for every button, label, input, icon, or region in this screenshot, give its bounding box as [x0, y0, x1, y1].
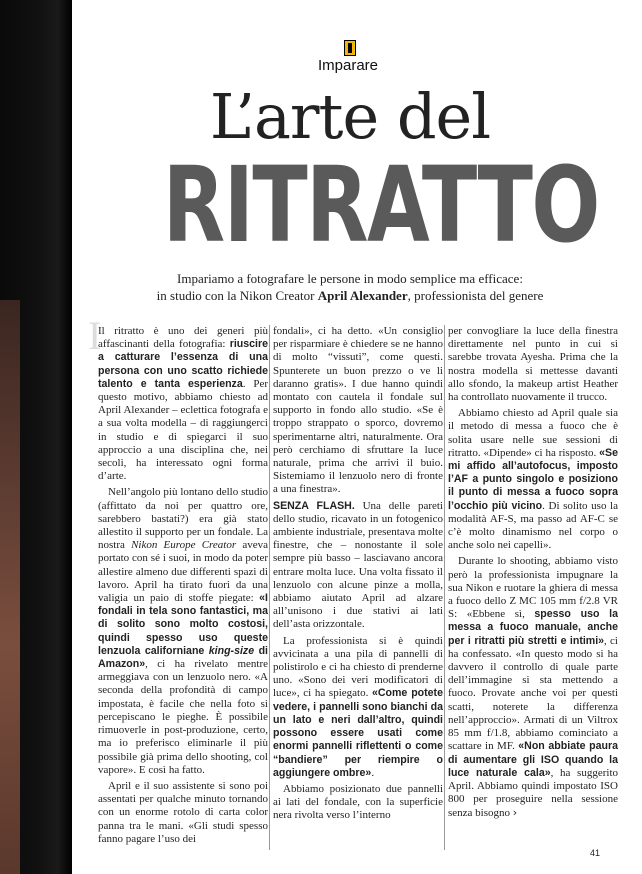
subtitle-highlight: April Alexander [317, 288, 408, 303]
bold-run: spesso uso la messa a fuoco manuale, anche per i ritratti più stretti e intimi» [448, 608, 618, 647]
paragraph [273, 500, 443, 632]
paragraph [448, 407, 618, 552]
paragraph: Abbiamo posizionato due pannelli ai lati del fondale, con la superficie nera rivolta verso l’interno [273, 782, 443, 822]
paragraph: fondali», ci ha detto. «Un consiglio per risparmiare è chiedere se ne hanno di molto “vissuti”, come questi. Spunterete un buon prezzo o ve li daranno gratis». I due hanno quindi montato con cautela il fondale sul supporto in fondo allo studio. «Se è troppo strappato o sporco, dovremo sperimentarne altri, naturalmente. Ora però cerchiamo di sfruttare la luce naturale, prima che arrivi il buio. Sistemiamo il lenzuolo nero di fronte a una finestra». [273, 325, 443, 496]
title-line-1: L’arte del [209, 80, 491, 153]
column-rule-1 [269, 325, 270, 850]
portrait-skin-area [0, 300, 20, 874]
paragraph [273, 635, 443, 780]
portrait-photo-strip [0, 0, 72, 874]
text-run: aveva portato con sé i suoi, in modo da poter allestire almeno due differenti spazi di lavoro. April ha tirato fuori da una valigia un paio di stoffe piegate: [98, 539, 268, 605]
column-rule-2 [444, 325, 445, 850]
text-run: Durante lo shooting, abbiamo visto però la professionista impugnare la sua Nikon e ruotare la ghiera di messa a fuoco dello Z MC 105 mm f/2.8 VR S: «Ebbene sì, [448, 555, 618, 621]
article-column-1 [98, 325, 268, 850]
continue-arrow-icon: › [512, 806, 518, 820]
drop-cap: I [88, 313, 102, 358]
text-run: , ci ha confessato. «In questo modo si ha davvero il controllo di quale parte dell’immagine si sta mettendo a fuoco. Provate anche voi per questi scatti, noterete la differenza nell’approccio». Armati di un Viltrox 85 mm f/1.8, abbiamo cominciato a scattare in MF. [448, 634, 618, 753]
bold-run: di Amazon» [98, 644, 268, 671]
text-run: Una delle pareti dello studio, ricavato in un fotogenico ambiente industriale, presentava molte finestre, che – nonostante il sole sempre più basso – lasciavano ancora entrare molta luce. Una volta fissato il lenzuolo con alcune pinze a molla, abbiamo aiutato April ad alzare all’unisono i due stativi ai lati dell’asta orizzontale. [273, 499, 443, 631]
bold-run: «I fondali in tela sono fantastici, ma di solito sono molto costosi, quindi spesso uso queste lenzuola californiane [98, 592, 268, 657]
bold-italic-run: king-size [208, 644, 255, 657]
subtitle-line-2a: in studio con la Nikon Creator [156, 288, 318, 303]
paragraph [448, 555, 618, 820]
text-run: , ci ha rivelato mentre armeggiava con un lenzuolo nero. «A seconda della profondità di campo impostata, è facile che nella foto si percepiscano le pieghe. È possibile rimuoverle in post-produzione, certo, ma io preferisco eliminarle il più possibile già prima dello shooting, col vapore». E così ha fatto. [98, 658, 268, 776]
bold-run: «Come potete vedere, i pannelli sono bianchi da un lato e neri dall’altro, quindi possono essere usati come enormi pannelli riflettenti o come “bandiere” per riempire o aggiungere ombre» [273, 687, 443, 779]
subtitle [120, 270, 580, 304]
paragraph [98, 486, 268, 776]
text-run: Abbiamo chiesto ad April quale sia il metodo di messa a fuoco che è solita usare nelle sue sessioni di ritratto. «Dipende» ci ha risposto. [448, 407, 618, 459]
text-run: Nell’angolo più lontano dello studio (affittato da noi per quattro ore, sarebbero bastati?) era già stato allestito il supporto per un fondale. La nostra [98, 486, 268, 552]
section-marker-icon [344, 40, 356, 56]
article-column-3 [448, 325, 618, 850]
text-run: Il ritratto è uno dei generi più affascinanti della fotografia: [98, 325, 268, 351]
subheading: SENZA FLASH. [273, 499, 355, 512]
article-column-2 [273, 325, 443, 850]
bold-run: «Non abbiate paura di aumentare gli ISO quando la luce naturale cala» [448, 740, 618, 779]
text-run: . [371, 766, 375, 779]
text-run: . Di solito uso la modalità AF-S, ma passo ad AF-C se c’è molto dinamismo nel corpo o anche solo nei capelli». [448, 499, 618, 552]
paragraph [98, 325, 268, 483]
paragraph: April e il suo assistente si sono poi assentati per qualche minuto tornando con un enorme rotolo di carta color panna tra le mani. «Gli studi spesso fanno pagare l’uso dei [98, 779, 268, 845]
italic-run: Nikon Europe Creator [131, 539, 237, 552]
text-run: , ha suggerito April. Abbiamo quindi impostato ISO 800 per proseguire nella sessione senza bisogno [448, 766, 618, 820]
text-run: La professionista si è quindi avvicinata a una pila di pannelli di polistirolo e ci ha chiesto di prenderne uno. «Sono dei veri modificatori di luce», ci ha spiegato. [273, 634, 443, 700]
bold-run: riuscire a catturare l’essenza di una persona con uno scatto richiede talento e tanta esperienza [98, 338, 268, 390]
section-label: Imparare [317, 57, 379, 74]
page-number: 41 [590, 848, 601, 858]
subtitle-line-1: Impariamo a fotografare le persone in modo semplice ma efficace: [177, 271, 523, 286]
paragraph: per convogliare la luce della finestra direttamente nel punto in cui si sarebbe trovata Ayesha. Prima che la nostra modella si mettesse davanti allo sfondo, la makeup artist Heather ha controllato nuovamente il trucco. [448, 325, 618, 404]
title-line-2: RITRATTO [162, 144, 599, 266]
bold-run: «Se mi affido all’autofocus, imposto l’AF a punto singolo e posiziono il punto di messa a fuoco sopra l’occhio più vicino [448, 446, 618, 512]
subtitle-line-2b: , professionista del genere [407, 288, 544, 303]
text-run: . Per questo motivo, abbiamo chiesto ad April Alexander – eclettica fotografa e a sua volta modella – di raggiungerci in studio e di spiegarci il suo approccio a una disciplina che, nei secoli, ha interessato ogni forma d’arte. [98, 377, 268, 483]
